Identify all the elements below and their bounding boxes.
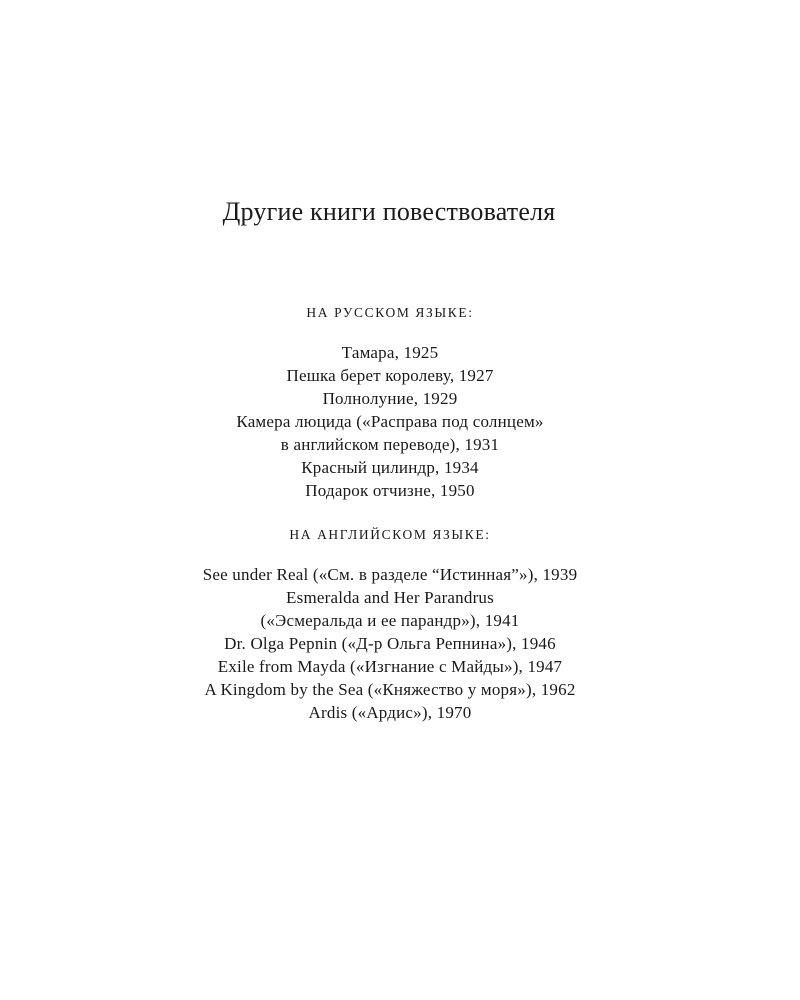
list-item: Подарок отчизне, 1950 [305, 481, 475, 500]
list-item: Dr. Olga Pepnin («Д-р Ольга Репнина»), 1946 [224, 634, 556, 653]
page-title: Другие книги повествователя [222, 197, 556, 226]
list-item: Exile from Mayda («Изгнание с Майды»), 1947 [217, 657, 563, 676]
list-item: в английском переводе), 1931 [280, 435, 500, 454]
list-item: Ardis («Ардис»), 1970 [308, 703, 472, 722]
list-item: Тамара, 1925 [341, 343, 439, 362]
english-section-heading: НА АНГЛИЙСКОМ ЯЗЫКЕ: [289, 527, 491, 542]
english-books-list [0, 563, 780, 724]
list-item: («Эсмеральда и ее парандр»), 1941 [260, 611, 520, 630]
russian-section-heading: НА РУССКОМ ЯЗЫКЕ: [306, 305, 474, 320]
russian-books-list [0, 341, 780, 502]
list-item: Красный цилиндр, 1934 [301, 458, 479, 477]
list-item: A Kingdom by the Sea («Княжество у моря»), 1962 [204, 680, 576, 699]
list-item: Камера люцида («Расправа под солнцем» [236, 412, 544, 431]
list-item: Esmeralda and Her Parandrus [286, 588, 494, 607]
list-item: Полнолуние, 1929 [322, 389, 458, 408]
list-item: See under Real («См. в разделе “Истинная”»), 1939 [202, 565, 578, 584]
list-item: Пешка берет королеву, 1927 [286, 366, 494, 385]
